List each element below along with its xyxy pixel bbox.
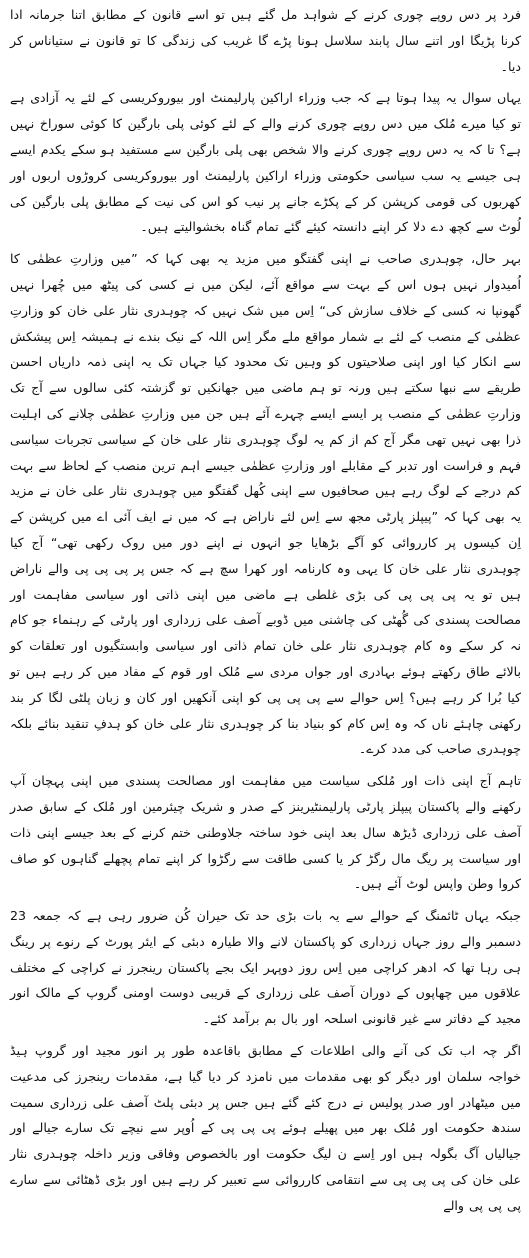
article-paragraph-1: فرد پر دس روپے چوری کرنے کے شواہد مل گئے ہیں تو اسے قانون کے مطابق اتنا جرمانہ ادا کرنا پڑیگا اور اتنے سال پابند سلاسل ہونا پڑے گا غریب کی زندگی کا تو قانون نے ستیاناس کر دیا۔ — [10, 7, 521, 74]
article-paragraph-6: اگر چہ اب تک کی آنے والی اطلاعات کے مطابق باقاعدہ طور پر انور مجید اور گروپ ہیڈ خواجہ سلمان اور دیگر کو بھی مقدمات میں نامزد کر دیا گیا ہے، مقدمات رینجرز کی مدعیت میں میٹھادر اور صدر پولیس نے درج کئے گئے ہیں جس پر دبئی پلٹ آصف علی زرداری سمیت سندھ حکومت اور مُلک بھر میں پھیلے ہوئے پی پی پی کے اُوپر سے نیچے تک سارے جیالے اور جیالیاں آگ بگولہ ہیں اور اِسے ن لیگ حکومت اور بالخصوص وفاقی وزیر داخلہ چوہدری نثار علی خان کی پی پی پی سے انتقامی کارروائی سے تعبیر کر رہے ہیں اور بڑی ڈھٹائی سے سارے پی پی پی والے — [10, 1043, 521, 1213]
article-paragraph-3: بہر حال، چوہدری صاحب نے اپنی گفتگو میں مزید یہ بھی کہا کہ ”میں وزارتِ عظمٰی کا اُمیدوار نہیں ہوں اس کے بہت سے مواقع آئے، لیکن میں نے کسی کی پیٹھ میں چُھرا نہیں گھونپا نہ کسی کے خلاف سازش کی“ اِس میں شک نہیں کہ چوہدری نثار علی خان کو وزارتِ عظمٰی کے منصب کے لئے بے شمار مواقع ملے مگر اِس اللہ کے نیک بندے نے ہمیشہ اِس پیشکش سے انکار کیا اور اپنی صلاحیتوں کو وہیں تک محدود کیا جہاں تک یہ اپنی ذمہ داریاں احسن طریقے سے نبھا سکتے ہیں ورنہ تو ہم ماضی میں جھانکیں تو گزشتہ کئی سالوں سے آج تک وزارتِ عظمٰی کے منصب پر ایسے ایسے چہرے آئے ہیں جن میں وزارتِ عظمٰی چلانے کی اہلیت ذرا بھی نہیں تھی مگر آج کم از کم یہ لوگ چوہدری نثار علی خان کے سیاسی تجربات سیاسی فہم و فراست اور تدبر کے مقابلے اور وزارتِ عظمٰی جیسے اہم ترین منصب کے لحاظ سے بہت کم درجے کے لوگ رہے ہیں صحافیوں سے اپنی کُھل گفتگو میں چوہدری نثار علی خان نے مزید یہ بھی کہا کہ ”پیپلز پارٹی مجھ سے اِس لئے ناراض ہے کہ میں نے ایف آئی اے میں کرپشن کے اِن کیسوں پر کارروائی کو آگے بڑھایا جو انہوں نے اپنے دور میں روک رکھی تھی“ آج کیا چوہدری نثار علی خان کا یہی وہ کارنامہ اور کھرا سچ ہے کہ جس پر پی پی پی والے ناراض ہیں تو یہ پی پی پی کی بڑی غلطی ہے ماضی میں اپنی ذاتی اور سیاسی مفاہمت اور مصالحت پسندی کی گُھٹی کی چاشنی میں ڈوبے آصف علی زرداری اور پارٹی کے رہنماء جو کام نہ کر سکے وہ کام چوہدری نثار علی خان تمام ذاتی اور سیاسی وابستگیوں اور تعلقات کو بالائے طاق رکھتے ہوئے بہادری اور جواں مردی سے مُلک اور قوم کے مفاد میں کر رہے ہیں تو کیا بُرا کر رہے ہیں؟ اِس حوالے سے پی پی پی کو اپنی آنکھیں اور کان و زبان پلٹی لگا کر بند رکھنی چاہئے ناں کہ وہ اِس کام کو بنیاد بنا کر چوہدری نثار علی خان کو ہدفِ تنقید بنائے بلکہ چوہدری صاحب کی مدد کرے۔ — [10, 251, 521, 757]
article-paragraph-2: یہاں سوال یہ پیدا ہوتا ہے کہ جب وزراء اراکین پارلیمنٹ اور بیوروکریسی کے لئے یہ آزادی ہے تو کیا میرے مُلک میں دس روپے چوری کرنے والے کے لئے کوئی پلی بارگین کا کوئی سوراخ نہیں ہے؟ تا کہ یہ دس روپے چوری کرنے والا شخص بھی پلی بارگین سے مستفید ہو سکے یکدم ایسے ہی جیسے یہ سب سیاسی حکومتی وزراء اراکین پارلیمنٹ اور بیوروکریسی کروڑوں اربوں اور کھربوں کی قومی کرپشن کر کے پکڑے جانے پر نیب کو اس کی نیت کے مطابق پلی بارگین کی لُوٹ سے کچھ دے دلا کر اپنے دانستہ کیئے گئے تمام گناہ بخشوالیتے ہیں۔ — [10, 90, 521, 235]
article-paragraph-4: تاہم آج اپنی ذات اور مُلکی سیاست میں مفاہمت اور مصالحت پسندی میں اپنی پہچان آپ رکھنے والے پاکستان پیپلز پارٹی پارلیمنٹیرینز کے صدر و شریک چیئرمین اور مُلک کے سابق صدر آصف علی زرداری ڈیڑھ سال بعد اپنی خود ساختہ جلاوطنی ختم کرنے کے بعد جیسے اپنی ذات اور سیاست پر ریگ مال رگڑ کر یا کسی طاقت سے رگڑوا کر اپنے تمام پچھلے گناہوں کو صاف کروا وطن واپس لوٹ آئے ہیں۔ — [10, 773, 521, 892]
article-paragraph-5: جبکہ یہاں ٹائمنگ کے حوالے سے یہ بات بڑی حد تک حیران کُن ضرور رہی ہے کہ جمعہ 23 دسمبر والے روز جہاں زرداری کو پاکستان لانے والا طیارہ دبئی کے ایئر پورٹ کے رنوے پر رینگ ہی رہا تھا کہ ادھر کراچی میں اِس روز دوپہر ایک بجے پاکستان رینجرز نے کراچی کے مختلف علاقوں میں چھاپوں کے دوران آصف علی زرداری کے قریبی دوست اومنی گروپ کے مالک انور مجید کے دفاتر سے غیر قانونی اسلحہ اور بال بم برآمد کئے۔ — [10, 908, 521, 1027]
